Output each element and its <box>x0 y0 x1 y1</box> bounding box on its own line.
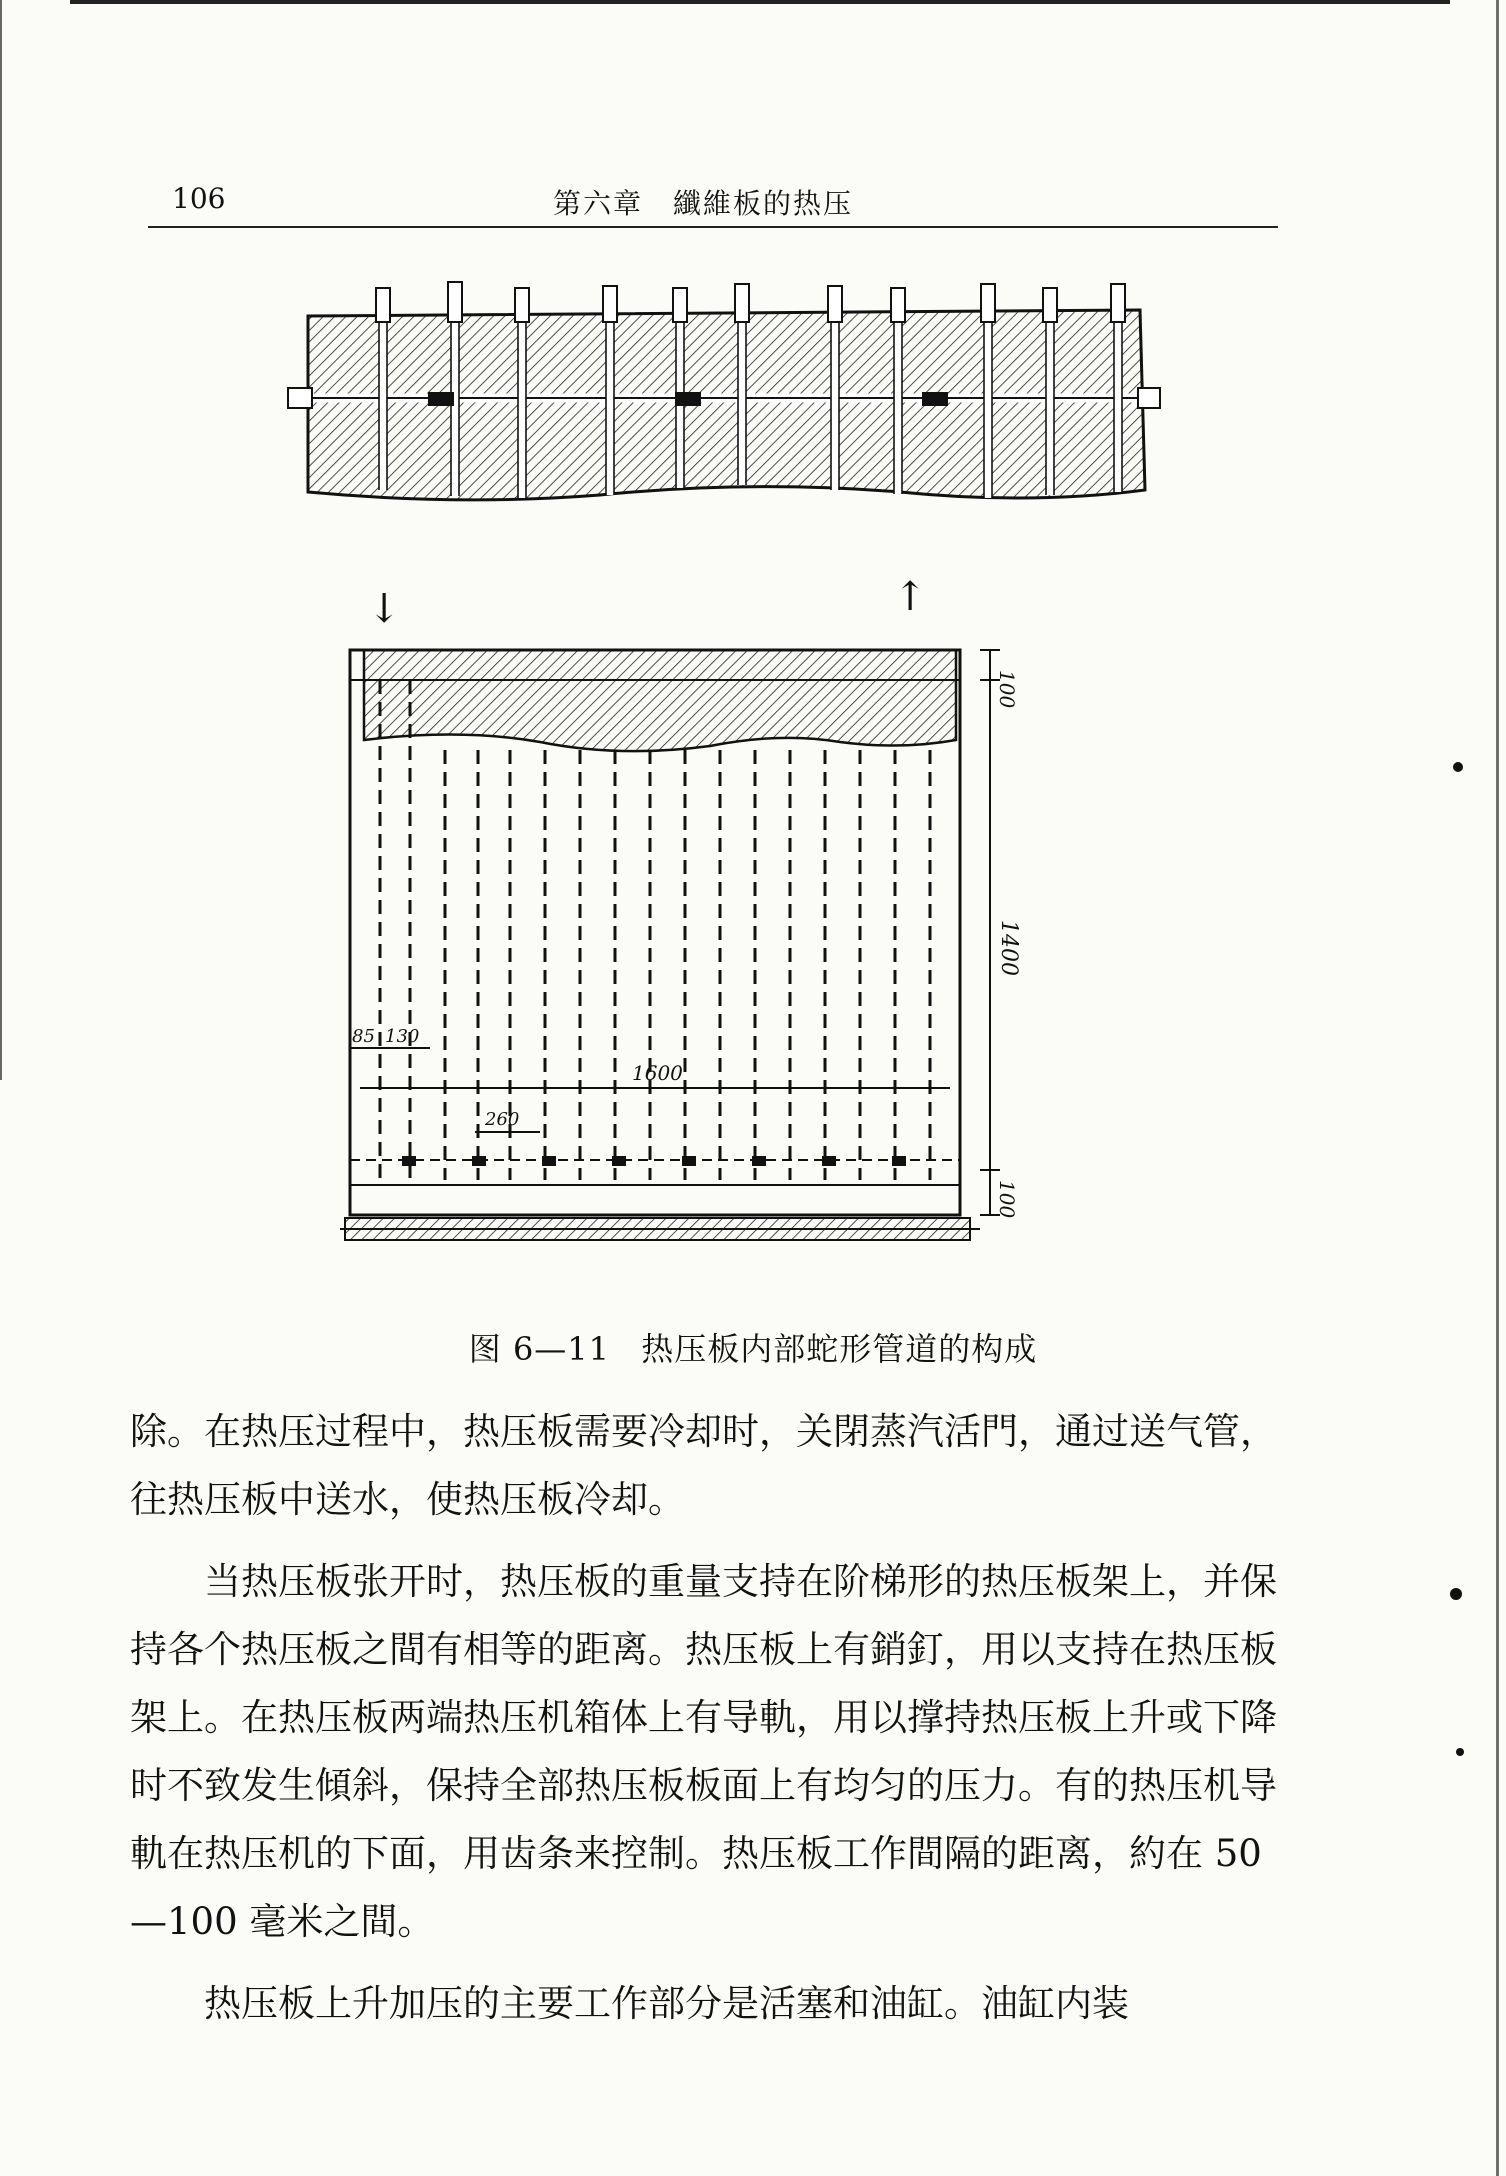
dim-label-width: 1600 <box>632 1061 683 1085</box>
svg-text:↑: ↑ <box>893 574 927 620</box>
dim-label-top: 100 <box>995 670 1019 709</box>
ink-speck <box>1453 762 1463 772</box>
figure-title: 热压板内部蛇形管道的构成 <box>641 1330 1038 1368</box>
page-left-edge <box>0 0 2 1080</box>
ink-speck <box>1450 1588 1462 1600</box>
header-rule <box>148 226 1278 228</box>
page-header <box>148 170 1278 220</box>
top-edge-rule <box>70 0 1450 4</box>
dim-label-spacing: 260 <box>485 1109 520 1130</box>
dim-label-bottom: 100 <box>995 1180 1019 1219</box>
running-title: 第六章 纖維板的热压 <box>553 187 854 220</box>
dim-label-height: 1400 <box>996 920 1021 976</box>
side-section-view <box>288 282 1160 500</box>
dim-label-130: 130 <box>385 1026 420 1047</box>
plan-view <box>340 574 1021 1240</box>
paragraph-1: 除。在热压过程中，热压板需要冷却时，关閉蒸汽活門，通过送气管，往热压板中送水，使热压板冷却。 <box>130 1410 1277 1521</box>
page-number: 106 <box>172 182 226 215</box>
paragraph-3: 热压板上升加压的主要工作部分是活塞和油缸。油缸内装 <box>204 1982 1129 2025</box>
dim-label-85: 85 <box>352 1026 375 1047</box>
svg-text:↓: ↓ <box>367 586 401 632</box>
ink-speck <box>1456 1748 1464 1756</box>
serpentine-pipe-drawing <box>280 280 1180 1300</box>
body-text <box>130 1398 1280 2038</box>
figure-caption <box>0 1324 1506 1370</box>
figure-number: 图 6—11 <box>468 1330 611 1368</box>
page-right-edge <box>1496 0 1499 2176</box>
figure-6-11 <box>280 280 1180 1300</box>
paragraph-2: 当热压板张开时，热压板的重量支持在阶梯形的热压板架上，并保持各个热压板之間有相等的距离。热压板上有銷釘，用以支持在热压板架上。在热压板两端热压机箱体上有导軌，用以撑持热压板上升或下降时不致发生傾斜，保持全部热压板板面上有均匀的压力。有的热压机导軌在热压机的下面，用齿条来控制。热压板工作間隔的距离，約在 50—100 毫米之間。 <box>130 1560 1277 1943</box>
